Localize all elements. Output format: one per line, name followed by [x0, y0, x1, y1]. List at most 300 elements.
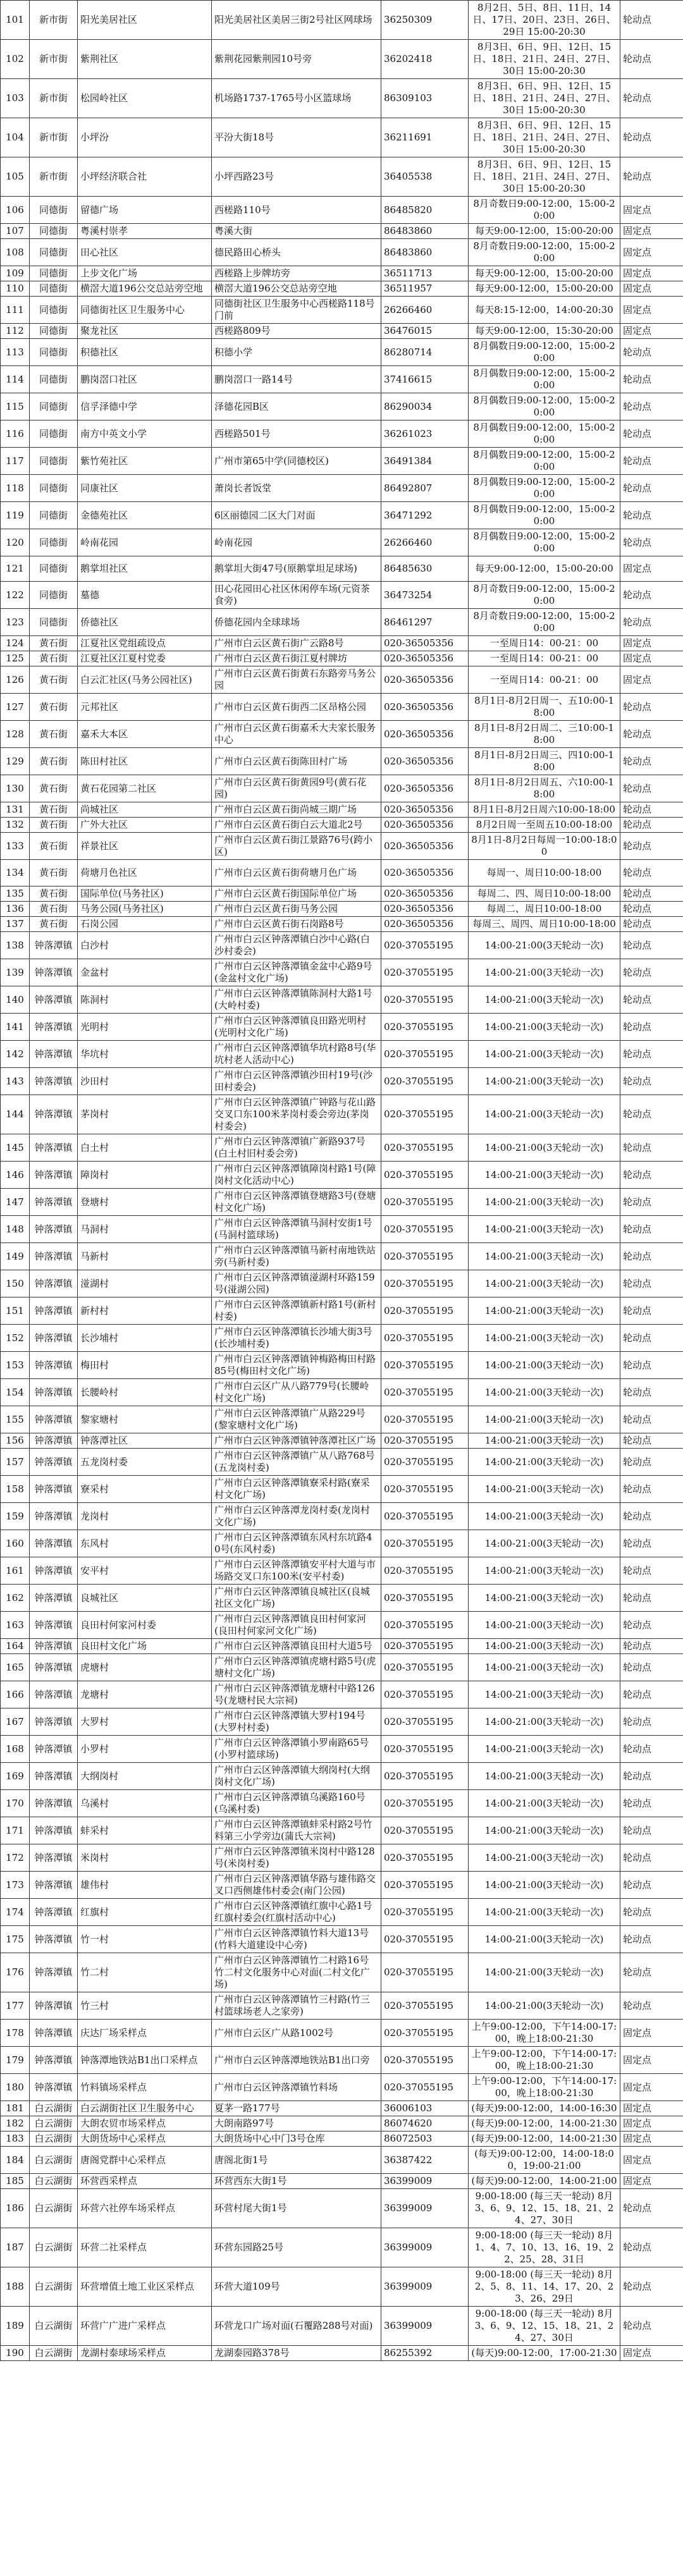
- street-name: 白云湖街: [30, 2346, 78, 2361]
- site-name: 白土村: [78, 1134, 212, 1162]
- phone: 020-37055195: [381, 1014, 469, 1041]
- open-time: 14:00-21:00(3天轮动一次): [469, 1134, 620, 1162]
- table-row: [1, 297, 683, 324]
- site-name: 黎家塘村: [78, 1406, 212, 1433]
- row-number: 123: [1, 609, 30, 636]
- site-name: 华坑村: [78, 1041, 212, 1068]
- street-name: 同德街: [30, 393, 78, 420]
- table-row: [1, 902, 683, 917]
- open-time: 8月偶数日9:00-12:00，15:00-20:00: [469, 502, 620, 529]
- site-type: 轮动点: [620, 40, 683, 79]
- row-number: 170: [1, 1790, 30, 1817]
- table-row: [1, 818, 683, 833]
- phone: 020-37055195: [381, 1068, 469, 1095]
- phone: 86072503: [381, 2131, 469, 2147]
- site-name: 庆达厂场采样点: [78, 2020, 212, 2047]
- site-type: 轮动点: [620, 1449, 683, 1476]
- street-name: 同德街: [30, 502, 78, 529]
- open-time: 14:00-21:00(3天轮动一次): [469, 1681, 620, 1708]
- address: 紫荆花园紫荆园10号旁: [212, 40, 381, 79]
- site-type: 固定点: [620, 651, 683, 666]
- open-time: 14:00-21:00(3天轮动一次): [469, 986, 620, 1014]
- table-row: [1, 1654, 683, 1681]
- street-name: 同德街: [30, 420, 78, 448]
- open-time: 14:00-21:00(3天轮动一次): [469, 1790, 620, 1817]
- table-row: [1, 1557, 683, 1585]
- site-name: 良田村文化广场: [78, 1639, 212, 1654]
- site-type: 轮动点: [620, 802, 683, 818]
- phone: 36006103: [381, 2101, 469, 2116]
- site-name: 茅岗村: [78, 1095, 212, 1134]
- open-time: 上午9:00-12:00，下午14:00-17:00，晚上18:00-21:30: [469, 2047, 620, 2074]
- table-row: [1, 529, 683, 556]
- table-row: [1, 40, 683, 79]
- open-time: 14:00-21:00(3天轮动一次): [469, 1068, 620, 1095]
- phone: 020-37055195: [381, 1763, 469, 1790]
- street-name: 黄石街: [30, 833, 78, 860]
- phone: 020-37055195: [381, 1095, 469, 1134]
- table-row: [1, 2174, 683, 2189]
- open-time: 9:00-18:00 (每三天一轮动) 8月2、5、8、11、14、17、20、23、26、29日: [469, 2267, 620, 2307]
- table-row: [1, 1162, 683, 1189]
- street-name: 钟落潭镇: [30, 1763, 78, 1790]
- address: 鹅掌坦大街47号(原鹅掌坦足球场): [212, 556, 381, 582]
- row-number: 136: [1, 902, 30, 917]
- site-name: 东风村: [78, 1530, 212, 1557]
- street-name: 同德街: [30, 529, 78, 556]
- table-row: [1, 1639, 683, 1654]
- site-type: 固定点: [620, 2047, 683, 2074]
- open-time: 8月偶数日9:00-12:00，15:00-20:00: [469, 529, 620, 556]
- site-name: 寮采村: [78, 1476, 212, 1503]
- open-time: 14:00-21:00(3天轮动一次): [469, 1476, 620, 1503]
- phone: 36511957: [381, 281, 469, 297]
- table-row: [1, 448, 683, 475]
- site-name: 长沙埔村: [78, 1325, 212, 1352]
- site-type: 轮动点: [620, 1557, 683, 1585]
- row-number: 141: [1, 1014, 30, 1041]
- site-name: 嘉禾大本区: [78, 721, 212, 748]
- table-row: [1, 2101, 683, 2116]
- site-type: 轮动点: [620, 1095, 683, 1134]
- street-name: 钟落潭镇: [30, 1557, 78, 1585]
- site-type: 轮动点: [620, 1041, 683, 1068]
- site-name: 环营六社停车场采样点: [78, 2189, 212, 2228]
- table-row: [1, 959, 683, 986]
- street-name: 钟落潭镇: [30, 1406, 78, 1433]
- row-number: 122: [1, 582, 30, 609]
- open-time: (每天)9:00-12:00，14:00-18:00，19:00-21:00: [469, 2147, 620, 2174]
- street-name: 新市街: [30, 1, 78, 40]
- phone: 020-37055195: [381, 1406, 469, 1433]
- site-type: 轮动点: [620, 775, 683, 802]
- table-row: [1, 1352, 683, 1379]
- table-row: [1, 2020, 683, 2047]
- open-time: 8月1日-8月2日周三、四10:00-18:00: [469, 748, 620, 775]
- street-name: 钟落潭镇: [30, 1134, 78, 1162]
- address: 广州市白云区钟落潭镇华坑村路8号(华坑村老人活动中心): [212, 1041, 381, 1068]
- phone: 020-37055195: [381, 1041, 469, 1068]
- row-number: 188: [1, 2267, 30, 2307]
- open-time: (每天)9:00-12:00，17:00-21:30: [469, 2346, 620, 2361]
- street-name: 钟落潭镇: [30, 1476, 78, 1503]
- phone: 020-37055195: [381, 2047, 469, 2074]
- site-name: 环营增值土地工业区采样点: [78, 2267, 212, 2307]
- site-name: 沙田村: [78, 1068, 212, 1095]
- site-type: 轮动点: [620, 2267, 683, 2307]
- site-name: 竹三村: [78, 1992, 212, 2020]
- row-number: 117: [1, 448, 30, 475]
- phone: 020-37055195: [381, 1270, 469, 1297]
- phone: 020-36505356: [381, 651, 469, 666]
- row-number: 144: [1, 1095, 30, 1134]
- open-time: 9:00-18:00 (每三天一轮动) 8月3、6、9、12、15、18、21、24、27、30日: [469, 2189, 620, 2228]
- site-type: 轮动点: [620, 2307, 683, 2346]
- table-row: [1, 118, 683, 157]
- phone: 020-37055195: [381, 1992, 469, 2020]
- table-row: [1, 393, 683, 420]
- street-name: 黄石街: [30, 636, 78, 651]
- address: 广州市白云区钟落潭龙岗村委(龙岗村文化广场): [212, 1503, 381, 1530]
- address: 西槎路501号: [212, 420, 381, 448]
- site-name: 岭南花园: [78, 529, 212, 556]
- open-time: 14:00-21:00(3天轮动一次): [469, 1585, 620, 1612]
- table-row: [1, 802, 683, 818]
- row-number: 131: [1, 802, 30, 818]
- address: 积德小学: [212, 339, 381, 366]
- site-type: 固定点: [620, 224, 683, 239]
- site-type: 轮动点: [620, 1899, 683, 1926]
- table-row: [1, 1134, 683, 1162]
- site-type: 固定点: [620, 239, 683, 266]
- table-row: [1, 420, 683, 448]
- address: 广州市白云区钟落潭镇大罗村194号(大罗村村委): [212, 1708, 381, 1736]
- table-row: [1, 1189, 683, 1216]
- street-name: 白云湖街: [30, 2228, 78, 2267]
- row-number: 162: [1, 1585, 30, 1612]
- address: 广州市白云区钟落潭镇竹料场: [212, 2074, 381, 2101]
- site-type: 固定点: [620, 2147, 683, 2174]
- row-number: 115: [1, 393, 30, 420]
- phone: 020-37055195: [381, 1189, 469, 1216]
- open-time: 8月2日周一至周五10:00-18:00: [469, 818, 620, 833]
- phone: 020-36505356: [381, 886, 469, 902]
- open-time: (每天)9:00-12:00，14:00-21:30: [469, 2131, 620, 2147]
- site-name: 龙塘村: [78, 1681, 212, 1708]
- address: 小坪西路23号: [212, 157, 381, 197]
- phone: 020-36505356: [381, 902, 469, 917]
- site-type: 轮动点: [620, 1872, 683, 1899]
- site-type: 轮动点: [620, 1681, 683, 1708]
- open-time: 8月偶数日9:00-12:00，15:00-20:00: [469, 366, 620, 393]
- street-name: 黄石街: [30, 666, 78, 694]
- address: 德民路田心桥头: [212, 239, 381, 266]
- address: 广州市白云区钟落潭地铁站B1出口旁: [212, 2047, 381, 2074]
- phone: 86280714: [381, 339, 469, 366]
- phone: 020-36505356: [381, 818, 469, 833]
- phone: 020-37055195: [381, 1243, 469, 1270]
- open-time: 8月偶数日9:00-12:00，15:00-20:00: [469, 420, 620, 448]
- row-number: 150: [1, 1270, 30, 1297]
- site-type: 轮动点: [620, 1379, 683, 1406]
- street-name: 钟落潭镇: [30, 959, 78, 986]
- address: 广州市白云区钟落潭镇钟落潭社区广场: [212, 1433, 381, 1449]
- street-name: 钟落潭镇: [30, 1790, 78, 1817]
- street-name: 同德街: [30, 224, 78, 239]
- site-type: 轮动点: [620, 529, 683, 556]
- table-row: [1, 197, 683, 224]
- address: 大朗南路97号: [212, 2116, 381, 2131]
- street-name: 钟落潭镇: [30, 1014, 78, 1041]
- row-number: 182: [1, 2116, 30, 2131]
- site-type: 轮动点: [620, 475, 683, 502]
- row-number: 163: [1, 1612, 30, 1639]
- site-name: 陈田村社区: [78, 748, 212, 775]
- phone: 020-36505356: [381, 833, 469, 860]
- open-time: 每周三、周四、周日10:00-18:00: [469, 917, 620, 932]
- site-name: 龙岗村: [78, 1503, 212, 1530]
- phone: 36473254: [381, 582, 469, 609]
- street-name: 钟落潭镇: [30, 1639, 78, 1654]
- phone: 36405538: [381, 157, 469, 197]
- street-name: 钟落潭镇: [30, 1926, 78, 1953]
- phone: 36387422: [381, 2147, 469, 2174]
- site-type: 轮动点: [620, 1817, 683, 1844]
- site-name: 同康社区: [78, 475, 212, 502]
- site-type: 固定点: [620, 636, 683, 651]
- street-name: 钟落潭镇: [30, 1612, 78, 1639]
- phone: 37416615: [381, 366, 469, 393]
- street-name: 钟落潭镇: [30, 1708, 78, 1736]
- row-number: 151: [1, 1297, 30, 1325]
- site-type: 轮动点: [620, 1014, 683, 1041]
- phone: 36399009: [381, 2267, 469, 2307]
- open-time: 14:00-21:00(3天轮动一次): [469, 1953, 620, 1992]
- row-number: 108: [1, 239, 30, 266]
- address: 广州市白云区钟落潭镇龙塘村中路126号(龙塘村民大宗祠): [212, 1681, 381, 1708]
- site-name: 横滘大道196公交总站旁空地: [78, 281, 212, 297]
- address: 广州市白云区钟落潭镇小罗南路65号(小罗村篮球场): [212, 1736, 381, 1763]
- address: 广州市白云区钟落潭镇良田村何家河(良田村何家河文化广场): [212, 1612, 381, 1639]
- site-type: 固定点: [620, 2346, 683, 2361]
- site-type: 轮动点: [620, 1736, 683, 1763]
- open-time: 14:00-21:00(3天轮动一次): [469, 1530, 620, 1557]
- row-number: 103: [1, 79, 30, 118]
- open-time: 每天9:00-12:00，15:00-20:00: [469, 556, 620, 582]
- phone: 86255392: [381, 2346, 469, 2361]
- street-name: 黄石街: [30, 651, 78, 666]
- address: 6区丽德园二区大门对面: [212, 502, 381, 529]
- open-time: 14:00-21:00(3天轮动一次): [469, 1433, 620, 1449]
- address: 广州市白云区钟落潭镇安平村大道与市场路交叉口东100米(安平村委): [212, 1557, 381, 1585]
- row-number: 184: [1, 2147, 30, 2174]
- address: 广州市白云区黄石街马务公园: [212, 902, 381, 917]
- site-type: 固定点: [620, 297, 683, 324]
- street-name: 钟落潭镇: [30, 2074, 78, 2101]
- site-type: 固定点: [620, 2020, 683, 2047]
- address: 广州市白云区黄石街国际单位广场: [212, 886, 381, 902]
- open-time: 每天8:15-12:00，14:00-20:30: [469, 297, 620, 324]
- street-name: 同德街: [30, 366, 78, 393]
- address: 广州市白云区钟落潭镇广新路937号(白土村旧村委会旁): [212, 1134, 381, 1162]
- site-name: 环营二社采样点: [78, 2228, 212, 2267]
- row-number: 164: [1, 1639, 30, 1654]
- row-number: 143: [1, 1068, 30, 1095]
- phone: 86485820: [381, 197, 469, 224]
- phone: 020-37055195: [381, 1433, 469, 1449]
- table-row: [1, 1844, 683, 1872]
- table-row: [1, 1216, 683, 1243]
- table-row: [1, 1325, 683, 1352]
- site-type: 轮动点: [620, 1, 683, 40]
- site-type: 轮动点: [620, 1612, 683, 1639]
- row-number: 104: [1, 118, 30, 157]
- street-name: 钟落潭镇: [30, 1270, 78, 1297]
- phone: 020-37055195: [381, 1790, 469, 1817]
- row-number: 178: [1, 2020, 30, 2047]
- row-number: 146: [1, 1162, 30, 1189]
- address: 同德街社区卫生服务中心西槎路118号门前: [212, 297, 381, 324]
- phone: 020-37055195: [381, 1134, 469, 1162]
- address: 广州市白云区钟落潭镇良城社区(良城社区文化广场): [212, 1585, 381, 1612]
- row-number: 132: [1, 818, 30, 833]
- site-type: 轮动点: [620, 1503, 683, 1530]
- address: 广州市白云区钟落潭镇广从八路768号(五龙岗村委): [212, 1449, 381, 1476]
- row-number: 158: [1, 1476, 30, 1503]
- open-time: 14:00-21:00(3天轮动一次): [469, 1708, 620, 1736]
- row-number: 129: [1, 748, 30, 775]
- site-type: 轮动点: [620, 420, 683, 448]
- address: 广州市白云区钟落潭镇广从路229号(黎家塘村文化广场): [212, 1406, 381, 1433]
- site-name: 五龙岗村委: [78, 1449, 212, 1476]
- site-type: 轮动点: [620, 502, 683, 529]
- phone: 020-37055195: [381, 1216, 469, 1243]
- row-number: 165: [1, 1654, 30, 1681]
- street-name: 白云湖街: [30, 2307, 78, 2346]
- address: 广州市白云区钟落潭镇竹三村路(竹三村篮球场老人之家旁): [212, 1992, 381, 2020]
- open-time: 一至周日14：00-21：00: [469, 636, 620, 651]
- site-type: 轮动点: [620, 1708, 683, 1736]
- table-row: [1, 1530, 683, 1557]
- table-row: [1, 1068, 683, 1095]
- street-name: 同德街: [30, 339, 78, 366]
- row-number: 187: [1, 2228, 30, 2267]
- phone: 36261023: [381, 420, 469, 448]
- table-row: [1, 366, 683, 393]
- address: 田心花园田心社区休闲停车场(元资茶食旁): [212, 582, 381, 609]
- site-name: 良田村何家河村委: [78, 1612, 212, 1639]
- site-name: 光明村: [78, 1014, 212, 1041]
- open-time: 8月奇数日9:00-12:00，15:00-20:00: [469, 197, 620, 224]
- site-type: 轮动点: [620, 1297, 683, 1325]
- row-number: 110: [1, 281, 30, 297]
- row-number: 167: [1, 1708, 30, 1736]
- phone: 86074620: [381, 2116, 469, 2131]
- phone: 86309103: [381, 79, 469, 118]
- table-row: [1, 2307, 683, 2346]
- open-time: 14:00-21:00(3天轮动一次): [469, 1041, 620, 1068]
- table-row: [1, 1433, 683, 1449]
- site-type: 轮动点: [620, 1844, 683, 1872]
- phone: 020-37055195: [381, 1476, 469, 1503]
- street-name: 钟落潭镇: [30, 1449, 78, 1476]
- table-row: [1, 1953, 683, 1992]
- table-row: [1, 1790, 683, 1817]
- row-number: 116: [1, 420, 30, 448]
- street-name: 钟落潭镇: [30, 1872, 78, 1899]
- site-name: 陈洞村: [78, 986, 212, 1014]
- site-name: 留德广场: [78, 197, 212, 224]
- street-name: 同德街: [30, 448, 78, 475]
- street-name: 同德街: [30, 324, 78, 339]
- address: 岭南花园: [212, 529, 381, 556]
- row-number: 157: [1, 1449, 30, 1476]
- row-number: 152: [1, 1325, 30, 1352]
- phone: 020-37055195: [381, 1585, 469, 1612]
- site-name: 马务公园(马务社区): [78, 902, 212, 917]
- table-row: [1, 2116, 683, 2131]
- table-row: [1, 2074, 683, 2101]
- street-name: 白云湖街: [30, 2189, 78, 2228]
- site-name: 尚城社区: [78, 802, 212, 818]
- site-name: 荷塘月色社区: [78, 860, 212, 886]
- table-row: [1, 860, 683, 886]
- phone: 86483860: [381, 239, 469, 266]
- table-row: [1, 1872, 683, 1899]
- address: 广州市白云区钟落潭镇马新村南地铁站旁(马新村委): [212, 1243, 381, 1270]
- table-row: [1, 1476, 683, 1503]
- address: 广州市白云区钟落潭镇金盆中心路9号(金盆村文化广场): [212, 959, 381, 986]
- open-time: 8月3日、6日、9日、12日、15日、18日、21日、24日、27日、30日 15:00-20:30: [469, 157, 620, 197]
- row-number: 154: [1, 1379, 30, 1406]
- phone: 020-37055195: [381, 1681, 469, 1708]
- table-row: [1, 609, 683, 636]
- open-time: 14:00-21:00(3天轮动一次): [469, 1926, 620, 1953]
- street-name: 新市街: [30, 79, 78, 118]
- row-number: 120: [1, 529, 30, 556]
- row-number: 138: [1, 932, 30, 959]
- site-name: 乌溪村: [78, 1790, 212, 1817]
- street-name: 同德街: [30, 297, 78, 324]
- site-name: 红旗村: [78, 1899, 212, 1926]
- table-row: [1, 2346, 683, 2361]
- row-number: 145: [1, 1134, 30, 1162]
- open-time: 14:00-21:00(3天轮动一次): [469, 1503, 620, 1530]
- site-name: 聚龙社区: [78, 324, 212, 339]
- open-time: 14:00-21:00(3天轮动一次): [469, 1639, 620, 1654]
- open-time: 8月偶数日9:00-12:00，15:00-20:00: [469, 393, 620, 420]
- table-row: [1, 266, 683, 281]
- site-type: 轮动点: [620, 157, 683, 197]
- street-name: 钟落潭镇: [30, 1530, 78, 1557]
- row-number: 125: [1, 651, 30, 666]
- phone: 26266460: [381, 529, 469, 556]
- row-number: 109: [1, 266, 30, 281]
- street-name: 钟落潭镇: [30, 1297, 78, 1325]
- table-row: [1, 1736, 683, 1763]
- table-row: [1, 694, 683, 721]
- address: 广州市白云区钟落潭镇白沙中心路(白沙村委会): [212, 932, 381, 959]
- table-row: [1, 79, 683, 118]
- site-name: 田心社区: [78, 239, 212, 266]
- site-type: 轮动点: [620, 393, 683, 420]
- site-name: 金盆村: [78, 959, 212, 986]
- address: 广州市白云区广从八路779号(长腰岭村文化广场): [212, 1379, 381, 1406]
- site-name: 大朗货场中心采样点: [78, 2131, 212, 2147]
- open-time: 每周二、周日10:00-18:00: [469, 902, 620, 917]
- address: 广州市白云区黄石街荷塘月色广场: [212, 860, 381, 886]
- site-name: 白沙村: [78, 932, 212, 959]
